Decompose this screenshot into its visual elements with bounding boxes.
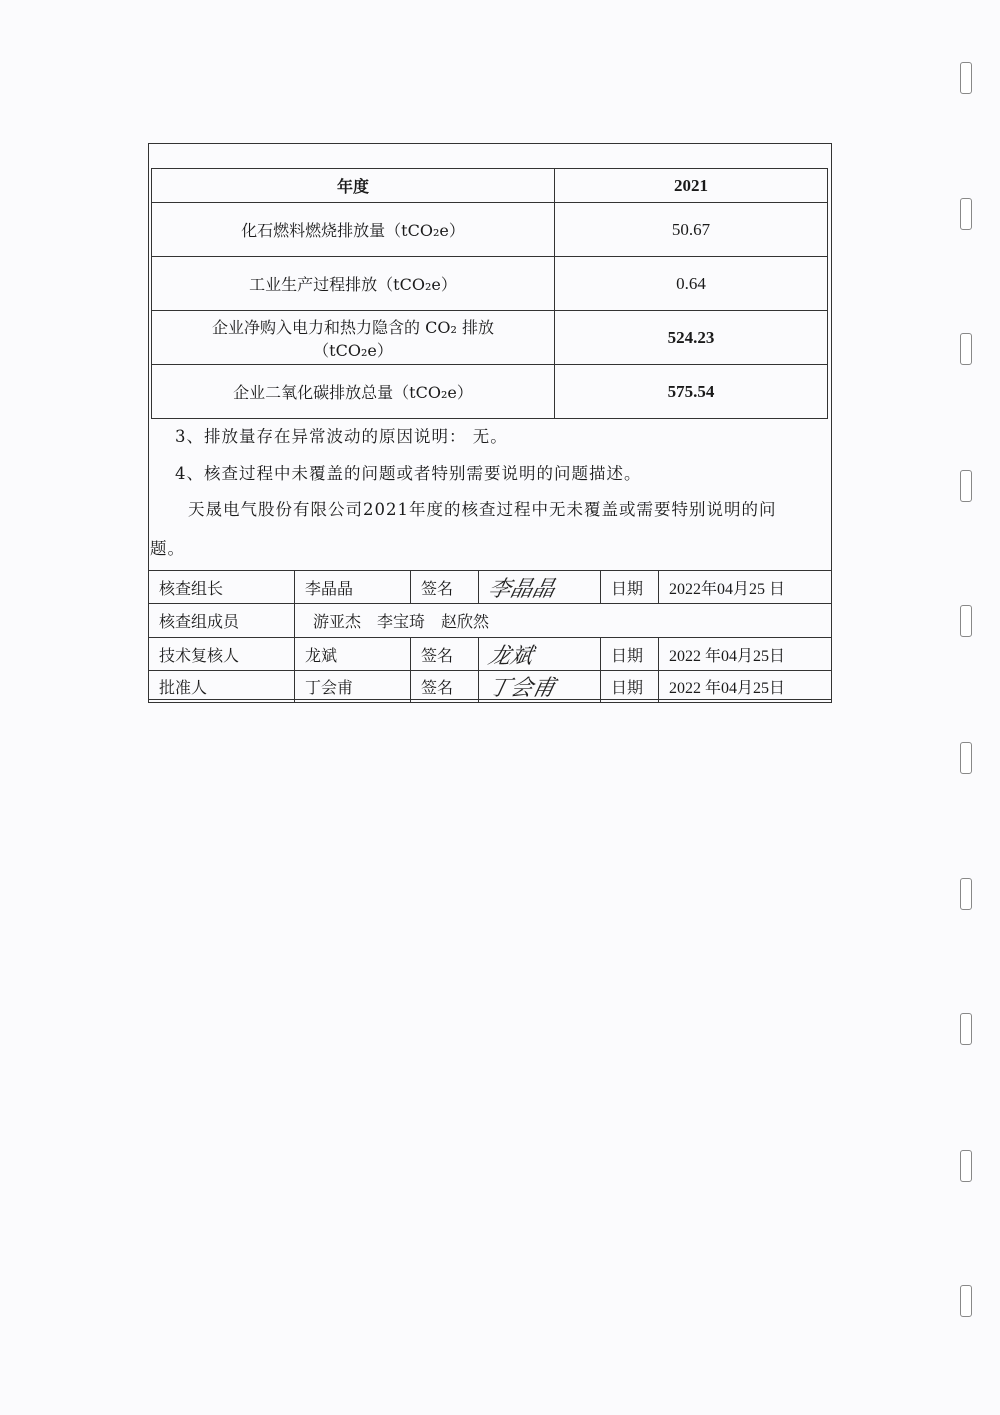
- table-row: [152, 203, 828, 257]
- signoff-row-reviewer: [149, 638, 832, 671]
- binder-hole: [960, 470, 972, 502]
- role-label: 核查组长: [149, 571, 295, 604]
- row-value: 524.23: [555, 311, 828, 365]
- emissions-table: [151, 168, 828, 419]
- signoff-row-members: [149, 604, 832, 638]
- table-header-row: [152, 169, 828, 203]
- paragraph-5: 天晟电气股份有限公司2021年度的核查过程中无未覆盖或需要特别说明的问: [188, 500, 777, 519]
- role-label: 技术复核人: [149, 638, 295, 671]
- binder-hole: [960, 1013, 972, 1045]
- row-value: 0.64: [555, 257, 828, 311]
- date-label: 日期: [601, 571, 659, 604]
- signoff-table: [148, 570, 832, 703]
- row-value: 575.54: [555, 365, 828, 419]
- binder-hole: [960, 605, 972, 637]
- member-names: 游亚杰 李宝琦 赵欣然: [295, 604, 832, 638]
- binder-hole: [960, 333, 972, 365]
- binder-hole: [960, 1285, 972, 1317]
- sign-label: 签名: [411, 671, 479, 703]
- row-label: 工业生产过程排放（tCO₂e）: [152, 257, 555, 311]
- row-label: 企业二氧化碳排放总量（tCO₂e）: [152, 365, 555, 419]
- signoff-row-approver: [149, 671, 832, 703]
- signoff-row-leader: [149, 571, 832, 604]
- signature: 李晶晶: [485, 576, 558, 602]
- paragraph-5-cont: 题。: [150, 539, 185, 558]
- person-name: 李晶晶: [295, 571, 411, 604]
- person-name: 丁会甫: [295, 671, 411, 703]
- date-label: 日期: [601, 671, 659, 703]
- header-year: 2021: [555, 169, 828, 203]
- role-label: 批准人: [149, 671, 295, 703]
- date-value: 2022年04月25 日: [659, 571, 832, 604]
- sign-label: 签名: [411, 638, 479, 671]
- signature: 龙斌: [485, 643, 536, 669]
- binder-hole: [960, 878, 972, 910]
- table-row: [152, 365, 828, 419]
- row-label-cell: [152, 311, 555, 365]
- header-year-label: 年度: [152, 169, 555, 203]
- row-label: 企业净购入电力和热力隐含的 CO₂ 排放: [212, 317, 494, 337]
- row-label-unit: （tCO₂e）: [313, 340, 393, 360]
- date-label: 日期: [601, 638, 659, 671]
- binder-hole: [960, 198, 972, 230]
- row-label: 化石燃料燃烧排放量（tCO₂e）: [152, 203, 555, 257]
- sign-label: 签名: [411, 571, 479, 604]
- date-value: 2022 年04月25日: [659, 671, 832, 703]
- row-value: 50.67: [555, 203, 828, 257]
- binder-hole: [960, 1150, 972, 1182]
- paragraph-4: 4、核查过程中未覆盖的问题或者特别需要说明的问题描述。: [175, 464, 642, 483]
- date-value: 2022 年04月25日: [659, 638, 832, 671]
- table-row: [152, 311, 828, 365]
- binder-hole: [960, 742, 972, 774]
- signature: 丁会甫: [485, 676, 558, 701]
- binder-hole: [960, 62, 972, 94]
- person-name: 龙斌: [295, 638, 411, 671]
- table-row: [152, 257, 828, 311]
- role-label: 核查组成员: [149, 604, 295, 638]
- paragraph-3: 3、排放量存在异常波动的原因说明： 无。: [175, 427, 508, 446]
